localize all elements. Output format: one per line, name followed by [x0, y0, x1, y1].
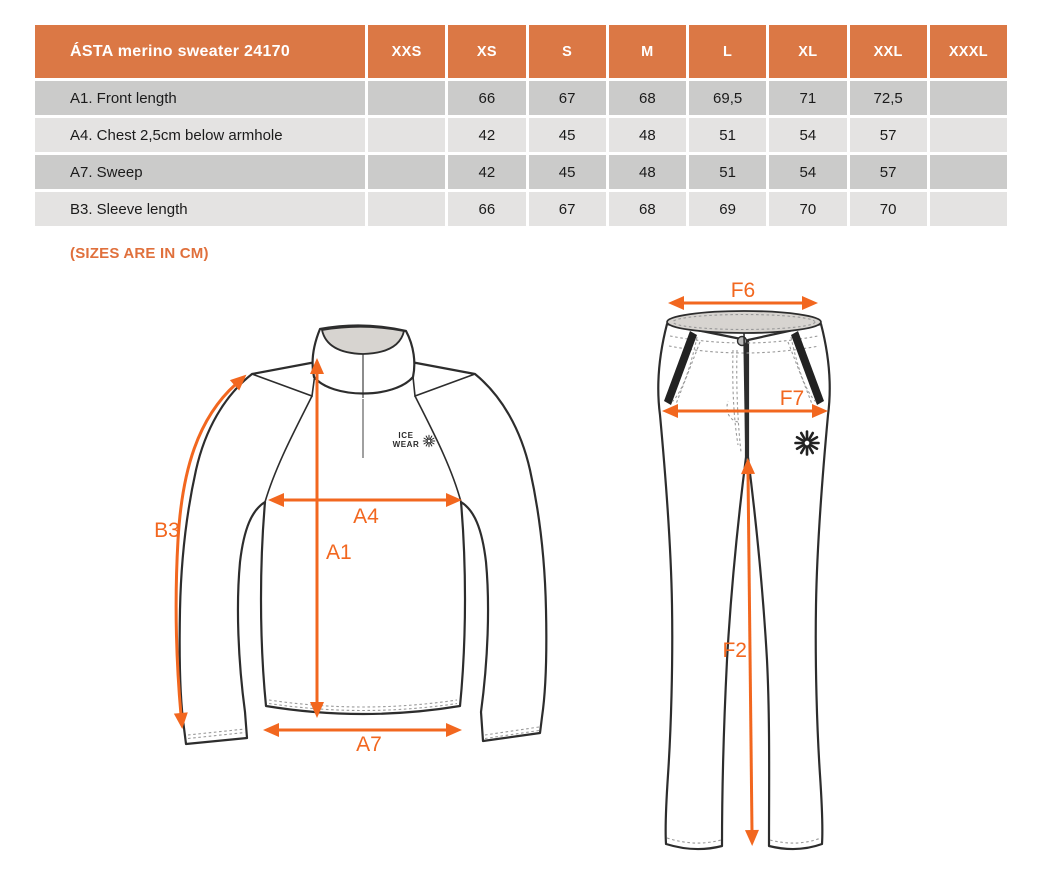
value-cell: 51	[689, 155, 766, 189]
value-cell: 45	[529, 118, 606, 152]
value-cell: 68	[609, 192, 686, 226]
f2-label: F2	[722, 639, 747, 662]
value-cell: 48	[609, 118, 686, 152]
value-cell: 66	[448, 81, 525, 115]
value-cell: 70	[850, 192, 927, 226]
size-header-cell: XS	[448, 25, 525, 78]
size-header-cell: M	[609, 25, 686, 78]
value-cell: 68	[609, 81, 686, 115]
f7-label: F7	[779, 387, 805, 410]
row-label-cell: A7. Sweep	[35, 155, 365, 189]
value-cell: 42	[448, 155, 525, 189]
a1-label: A1	[326, 541, 352, 564]
value-cell: 69,5	[689, 81, 766, 115]
value-cell: 69	[689, 192, 766, 226]
size-header-cell: L	[689, 25, 766, 78]
value-cell: 57	[850, 118, 927, 152]
size-chart-table	[35, 25, 1007, 226]
value-cell: 54	[769, 155, 846, 189]
measurement-diagrams	[0, 280, 1040, 895]
sweater-diagram	[154, 325, 546, 756]
size-header-cell: S	[529, 25, 606, 78]
size-header-cell: XL	[769, 25, 846, 78]
f6-label: F6	[730, 280, 756, 302]
value-cell: 71	[769, 81, 846, 115]
value-cell: 51	[689, 118, 766, 152]
waist-button	[738, 337, 747, 346]
row-label-cell: B3. Sleeve length	[35, 192, 365, 226]
b3-label: B3	[154, 519, 180, 542]
logo-line2: WEAR	[392, 440, 420, 449]
value-cell: 67	[529, 192, 606, 226]
value-cell: 67	[529, 81, 606, 115]
value-cell: 54	[769, 118, 846, 152]
f2-measure-arrow	[748, 472, 752, 832]
value-cell	[930, 118, 1007, 152]
value-cell: 45	[529, 155, 606, 189]
value-cell: 42	[448, 118, 525, 152]
value-cell	[368, 155, 445, 189]
value-cell: 72,5	[850, 81, 927, 115]
value-cell	[930, 155, 1007, 189]
value-cell	[930, 192, 1007, 226]
value-cell: 48	[609, 155, 686, 189]
row-label-cell: A4. Chest 2,5cm below armhole	[35, 118, 365, 152]
value-cell: 66	[448, 192, 525, 226]
size-header-cell: XXL	[850, 25, 927, 78]
logo-line1: ICE	[398, 431, 414, 440]
pants-diagram	[658, 280, 830, 849]
value-cell	[930, 81, 1007, 115]
row-label-cell: A1. Front length	[35, 81, 365, 115]
a4-label: A4	[353, 505, 379, 528]
waistband-top	[667, 311, 821, 333]
sizes-unit-note: (SIZES ARE IN CM)	[70, 245, 209, 262]
product-title-cell: ÁSTA merino sweater 24170	[35, 25, 365, 78]
value-cell	[368, 118, 445, 152]
size-header-cell: XXS	[368, 25, 445, 78]
value-cell: 57	[850, 155, 927, 189]
value-cell: 70	[769, 192, 846, 226]
value-cell	[368, 192, 445, 226]
a7-label: A7	[356, 733, 382, 756]
size-header-cell: XXXL	[930, 25, 1007, 78]
value-cell	[368, 81, 445, 115]
